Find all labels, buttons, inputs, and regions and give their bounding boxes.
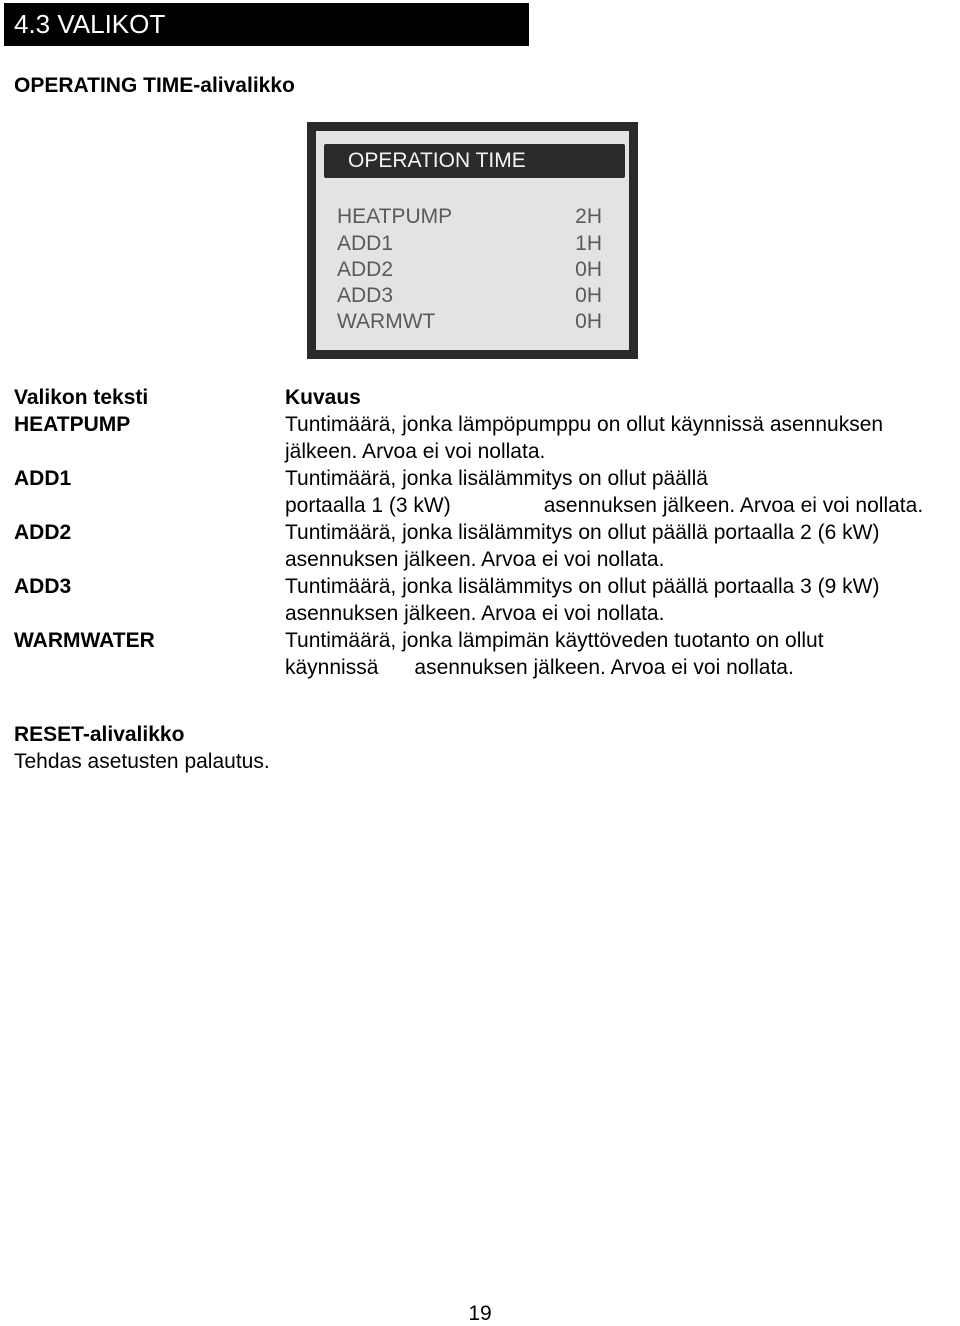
table-description xyxy=(285,411,960,465)
description-line: Tuntimäärä, jonka lämpöpumppu on ollut käynnissä asennuksen xyxy=(285,413,884,436)
page-number: 19 xyxy=(468,1302,492,1325)
display-row-value: 0H xyxy=(575,258,602,281)
column-header-menu-text: Valikon teksti xyxy=(14,386,149,409)
description-line xyxy=(285,654,960,681)
reset-text: Tehdas asetusten palautus. xyxy=(14,750,270,773)
subsection-title: OPERATING TIME-alivalikko xyxy=(14,74,295,97)
table-term: ADD2 xyxy=(14,521,72,544)
display-row-label: ADD1 xyxy=(337,232,394,255)
menu-description-table xyxy=(14,384,960,681)
display-row-heatpump xyxy=(337,204,602,230)
description-fragment: käynnissä xyxy=(285,656,379,679)
table-term: WARMWATER xyxy=(14,629,155,652)
reset-title: RESET-alivalikko xyxy=(14,723,185,746)
display-header: OPERATION TIME xyxy=(324,144,625,178)
display-row-value: 1H xyxy=(575,232,602,255)
description-line: jälkeen. Arvoa ei voi nollata. xyxy=(285,440,546,463)
column-header-description: Kuvaus xyxy=(285,386,361,409)
operation-time-display xyxy=(307,122,638,359)
description-line: Tuntimäärä, jonka lisälämmitys on ollut päällä portaalla 2 (6 kW) xyxy=(285,521,880,544)
display-row-label: ADD2 xyxy=(337,258,394,281)
description-line: Tuntimäärä, jonka lämpimän käyttöveden tuotanto on ollut xyxy=(285,629,824,652)
display-row-label: HEATPUMP xyxy=(337,205,453,228)
description-line xyxy=(285,492,960,519)
section-title: 4.3 VALIKOT xyxy=(4,3,529,46)
description-fragment: asennuksen jälkeen. Arvoa ei voi nollata. xyxy=(414,656,794,679)
description-line: Tuntimäärä, jonka lisälämmitys on ollut päällä xyxy=(285,467,708,490)
description-line: asennuksen jälkeen. Arvoa ei voi nollata. xyxy=(285,602,665,625)
table-row-heatpump xyxy=(14,411,960,465)
display-screen xyxy=(316,131,629,350)
table-description xyxy=(285,519,960,573)
display-row-label: ADD3 xyxy=(337,284,394,307)
display-row-add3 xyxy=(337,283,602,309)
description-line: Tuntimäärä, jonka lisälämmitys on ollut päällä portaalla 3 (9 kW) xyxy=(285,575,880,598)
display-row-value: 0H xyxy=(575,284,602,307)
table-term: HEATPUMP xyxy=(14,413,131,436)
table-term: ADD1 xyxy=(14,467,72,490)
display-row-value: 2H xyxy=(575,205,602,228)
table-row-add2 xyxy=(14,519,960,573)
display-row-value: 0H xyxy=(575,310,602,333)
table-term: ADD3 xyxy=(14,575,72,598)
display-row-add2 xyxy=(337,257,602,283)
description-fragment: portaalla 1 (3 kW) xyxy=(285,494,451,517)
table-header-row xyxy=(14,384,960,411)
display-row-label: WARMWT xyxy=(337,310,436,333)
table-description xyxy=(285,627,960,681)
display-row-warmwt xyxy=(337,309,602,335)
table-row-add1 xyxy=(14,465,960,519)
table-description xyxy=(285,573,960,627)
table-row-add3 xyxy=(14,573,960,627)
display-row-add1 xyxy=(337,231,602,257)
description-line: asennuksen jälkeen. Arvoa ei voi nollata. xyxy=(285,548,665,571)
table-row-warmwater xyxy=(14,627,960,681)
description-fragment: asennuksen jälkeen. Arvoa ei voi nollata. xyxy=(543,494,924,517)
table-description xyxy=(285,465,960,519)
